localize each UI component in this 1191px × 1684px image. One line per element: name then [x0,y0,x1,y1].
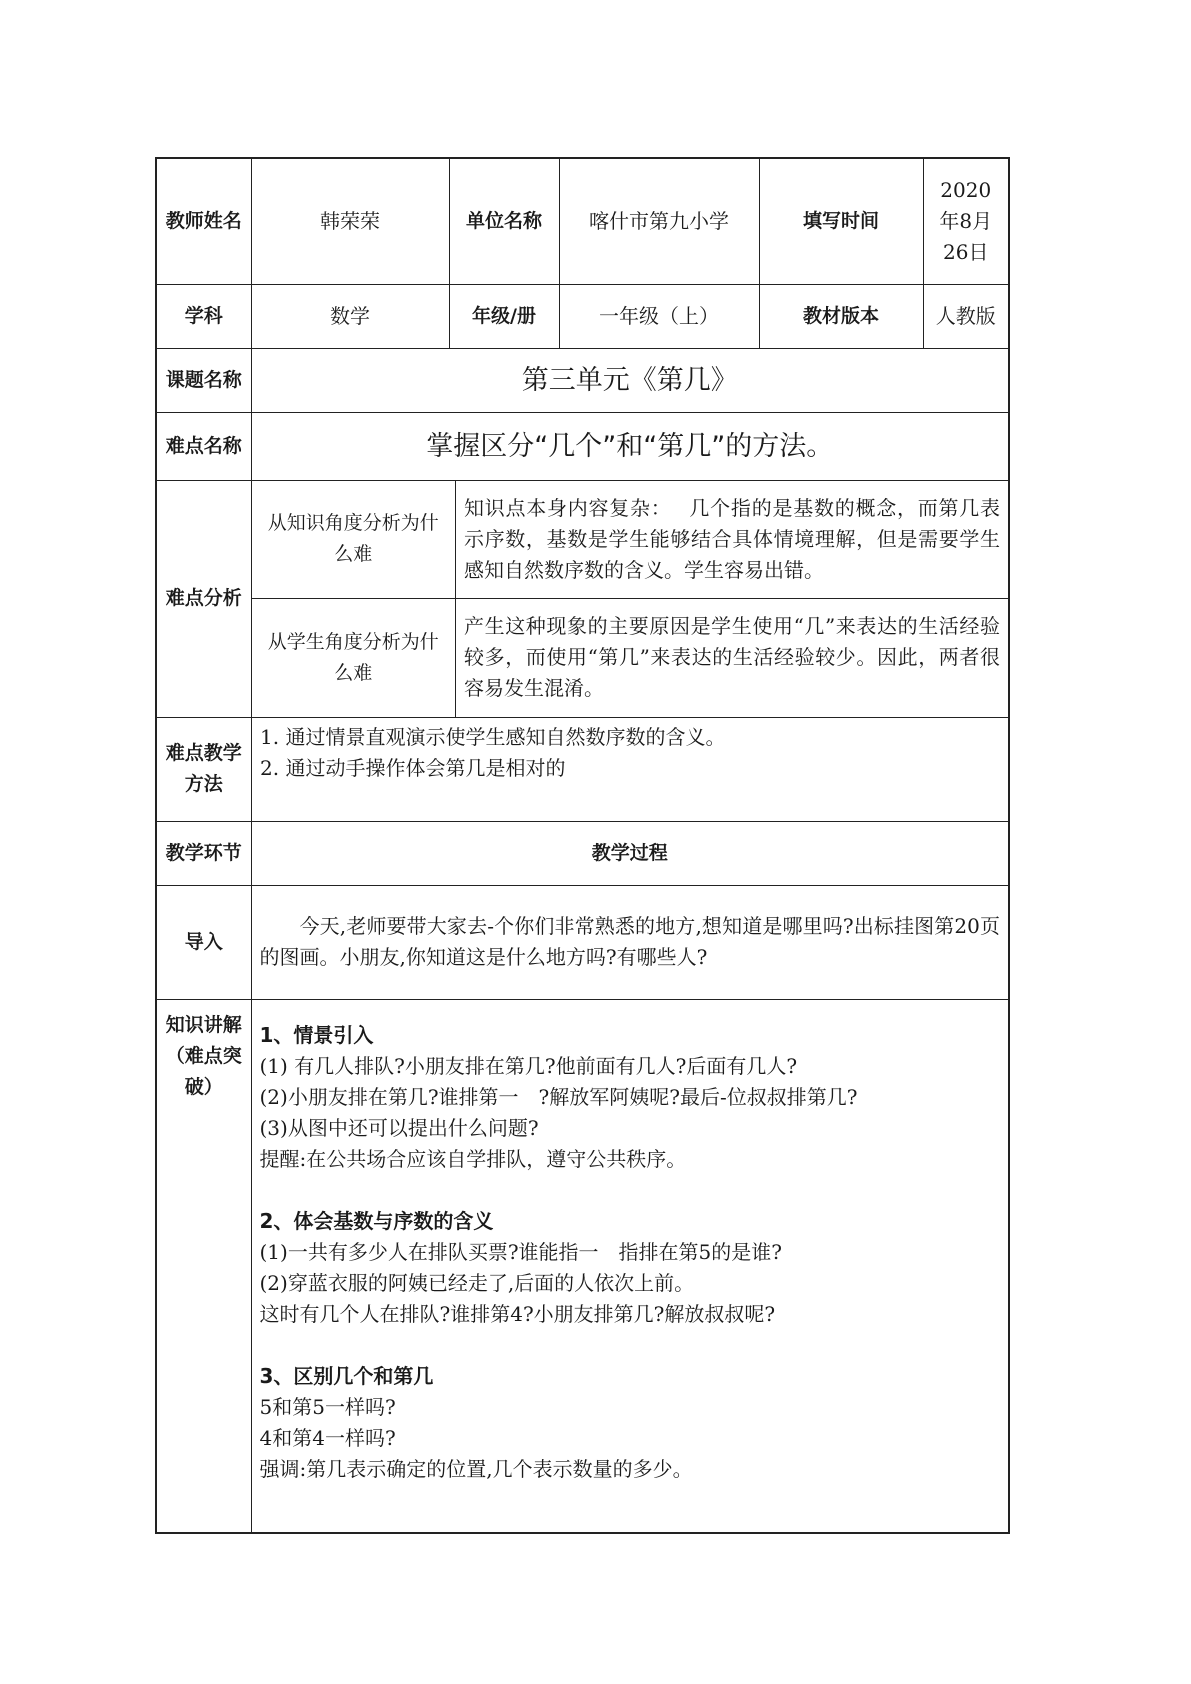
lecture-cell [251,999,1009,1533]
edition-label: 教材版本 [759,284,923,348]
unit-label: 单位名称 [449,158,559,284]
unit-value: 喀什市第九小学 [559,158,759,284]
header-row-2 [156,284,1009,348]
methods-cell [251,717,1009,821]
topic-row [156,348,1009,412]
knowledge-angle-label: 从知识角度分析为什么难 [252,481,456,599]
lesson-table [155,157,1010,1534]
topic-value: 第三单元《第几》 [251,348,1009,412]
intro-text: 今天,老师要带大家去-个你们非常熟悉的地方,想知道是哪里吗?出标挂图第20页的图画。小朋友,你知道这是什么地方吗?有哪些人? [251,885,1009,999]
methods-list [260,722,1001,784]
teacher-value: 韩荣荣 [251,158,449,284]
section-3-line: 4和第4一样吗? [259,1425,396,1450]
topic-label: 课题名称 [156,348,251,412]
process-value: 教学过程 [251,821,1009,885]
grade-value: 一年级（上） [559,284,759,348]
lesson-plan-form [155,157,1008,1534]
difficulty-label: 难点名称 [156,412,251,480]
knowledge-angle-text: 知识点本身内容复杂： 几个指的是基数的概念，而第几表示序数，基数是学生能够结合具体情境理解，但是需要学生感知自然数序数的含义。学生容易出错。 [456,481,1009,599]
section-1-line: (3)从图中还可以提出什么问题? [259,1115,539,1140]
methods-row [156,717,1009,821]
difficulty-value: 掌握区分“几个”和“第几”的方法。 [251,412,1009,480]
difficulty-row [156,412,1009,480]
section-1-line: (2)小朋友排在第几?谁排第一 ?解放军阿姨呢?最后-位叔叔排第几? [259,1084,858,1109]
section-2-line: 这时有几个人在排队?谁排第4?小朋友排第几?解放叔叔呢? [259,1301,776,1326]
subject-value: 数学 [251,284,449,348]
lecture-row [156,999,1009,1533]
section-2-line: (2)穿蓝衣服的阿姨已经走了,后面的人依次上前。 [259,1270,695,1295]
analysis-label: 难点分析 [156,480,251,717]
section-1-title: 1、情景引入 [259,1022,374,1047]
date-value: 2020年8月26日 [923,158,1009,284]
header-row-1 [156,158,1009,284]
section-3-title: 3、区别几个和第几 [259,1363,434,1388]
section-1-line: 提醒:在公共场合应该自学排队，遵守公共秩序。 [259,1146,687,1171]
list-item: 2. 通过动手操作体会第几是相对的 [286,753,1001,784]
spacer [260,1175,1001,1206]
intro-row [156,885,1009,999]
teacher-label: 教师姓名 [156,158,251,284]
intro-label: 导入 [156,885,251,999]
methods-label: 难点教学方法 [156,717,251,821]
section-3-line: 5和第5一样吗? [259,1394,396,1419]
analysis-student-row [252,599,1009,717]
subject-label: 学科 [156,284,251,348]
section-2-line: (1)一共有多少人在排队买票?谁能指一 指排在第5的是谁? [259,1239,782,1264]
edition-value: 人教版 [923,284,1009,348]
date-label: 填写时间 [759,158,923,284]
analysis-table [252,481,1009,717]
student-angle-text: 产生这种现象的主要原因是学生使用“几”来表达的生活经验较多，而使用“第几”来表达的生活经验较少。因此，两者很容易发生混淆。 [456,599,1009,717]
section-1-line: (1) 有几人排队?小朋友排在第几?他前面有几人?后面有几人? [259,1053,798,1078]
grade-label: 年级/册 [449,284,559,348]
process-row [156,821,1009,885]
process-label: 教学环节 [156,821,251,885]
lecture-label: 知识讲解（难点突破） [156,999,251,1533]
analysis-row [156,480,1009,717]
spacer [260,1330,1001,1361]
analysis-knowledge-row [252,481,1009,599]
analysis-cell [251,480,1009,717]
student-angle-label: 从学生角度分析为什么难 [252,599,456,717]
section-2-title: 2、体会基数与序数的含义 [259,1208,494,1233]
section-3-line: 强调:第几表示确定的位置,几个表示数量的多少。 [259,1456,693,1481]
list-item: 1. 通过情景直观演示使学生感知自然数序数的含义。 [286,722,1001,753]
